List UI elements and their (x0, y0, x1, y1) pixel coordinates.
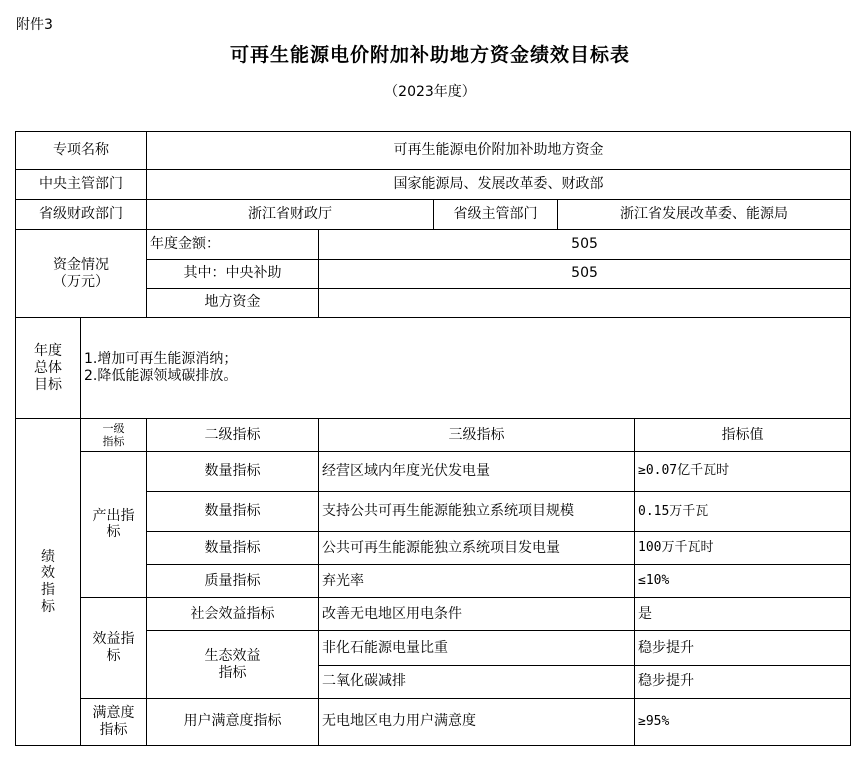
funding-label-line1: 资金情况 (53, 256, 109, 273)
row3-value: 100万千瓦时 (635, 531, 851, 564)
level1-header-line1: 一级 (102, 421, 125, 435)
perf-label-char-4: 标 (41, 598, 55, 615)
prov-finance-value: 浙江省财政厅 (147, 200, 434, 230)
table-row (16, 698, 851, 745)
annual-goal-content (81, 317, 851, 418)
annual-amount-value: 505 (319, 230, 851, 259)
funding-label (16, 230, 147, 317)
row6-level2-line2: 指标 (218, 664, 247, 681)
row5-level2: 社会效益指标 (147, 598, 319, 631)
row8-value: ≥95% (635, 698, 851, 745)
performance-indicator-label (16, 419, 81, 746)
row1-value: ≥0.07亿千瓦时 (635, 451, 851, 491)
central-subsidy-value: 505 (319, 259, 851, 288)
performance-target-table (15, 131, 851, 746)
table-row (16, 598, 851, 631)
table-row (16, 451, 851, 491)
row3-level3: 公共可再生能源能独立系统项目发电量 (319, 531, 635, 564)
benefit-indicator-label (81, 598, 147, 698)
row3-level2: 数量指标 (147, 531, 319, 564)
level1-header (81, 419, 147, 451)
satisfaction-label-line2: 指标 (99, 721, 128, 738)
annual-goal-label-line1: 年度 (34, 342, 62, 359)
row1-level3: 经营区域内年度光伏发电量 (319, 451, 635, 491)
annual-goal-line1: 1.增加可再生能源消纳； (84, 351, 238, 368)
central-subsidy-label: 其中：中央补助 (147, 259, 319, 288)
annual-goal-label (16, 317, 81, 418)
row1-level2: 数量指标 (147, 451, 319, 491)
attachment-label: 附件3 (16, 17, 53, 33)
row2-level2: 数量指标 (147, 491, 319, 531)
row6-level2-line1: 生态效益 (204, 647, 261, 664)
local-funds-label: 地方资金 (147, 288, 319, 317)
row8-level3: 无电地区电力用户满意度 (319, 698, 635, 745)
document-year: （2023年度） (384, 84, 476, 100)
project-name-label: 专项名称 (16, 132, 147, 170)
value-header: 指标值 (635, 419, 851, 451)
row4-level3: 弃光率 (319, 565, 635, 598)
prov-finance-label: 省级财政部门 (16, 200, 147, 230)
benefit-label-line2: 标 (106, 647, 121, 664)
row5-value: 是 (635, 598, 851, 631)
row7-level3: 二氧化碳减排 (319, 665, 635, 698)
perf-label-char-1: 绩 (41, 548, 55, 565)
row6-level3: 非化石能源电量比重 (319, 631, 635, 665)
row2-level3: 支持公共可再生能源能独立系统项目规模 (319, 491, 635, 531)
project-name-value: 可再生能源电价附加补助地方资金 (147, 132, 851, 170)
central-dept-label: 中央主管部门 (16, 170, 147, 200)
perf-label-char-3: 指 (41, 582, 55, 599)
local-funds-value (319, 288, 851, 317)
central-dept-value: 国家能源局、发展改革委、财政部 (147, 170, 851, 200)
funding-label-line2: （万元） (53, 273, 109, 290)
annual-amount-label: 年度金额： (147, 230, 319, 259)
row2-value: 0.15万千瓦 (635, 491, 851, 531)
row4-level2: 质量指标 (147, 565, 319, 598)
row8-level2: 用户满意度指标 (147, 698, 319, 745)
document-title: 可再生能源电价附加补助地方资金绩效目标表 (229, 44, 630, 66)
satisfaction-indicator-label (81, 698, 147, 745)
annual-goal-label-line2: 总体 (34, 359, 62, 376)
row4-value: ≤10% (635, 565, 851, 598)
row7-value: 稳步提升 (635, 665, 851, 698)
level3-header: 三级指标 (319, 419, 635, 451)
output-indicator-label (81, 451, 147, 598)
output-label-line1: 产出指 (92, 507, 135, 524)
annual-goal-label-line3: 目标 (34, 376, 62, 393)
satisfaction-label-line1: 满意度 (92, 705, 135, 722)
perf-label-char-2: 效 (41, 565, 55, 582)
prov-dept-value: 浙江省发展改革委、能源局 (558, 200, 851, 230)
level2-header: 二级指标 (147, 419, 319, 451)
level1-header-line2: 指标 (102, 434, 125, 448)
prov-dept-label: 省级主管部门 (434, 200, 558, 230)
row5-level3: 改善无电地区用电条件 (319, 598, 635, 631)
output-label-line2: 标 (106, 524, 121, 541)
benefit-label-line1: 效益指 (92, 631, 135, 648)
annual-goal-line2: 2.降低能源领域碳排放。 (84, 368, 238, 385)
row6-level2 (147, 631, 319, 698)
row6-value: 稳步提升 (635, 631, 851, 665)
